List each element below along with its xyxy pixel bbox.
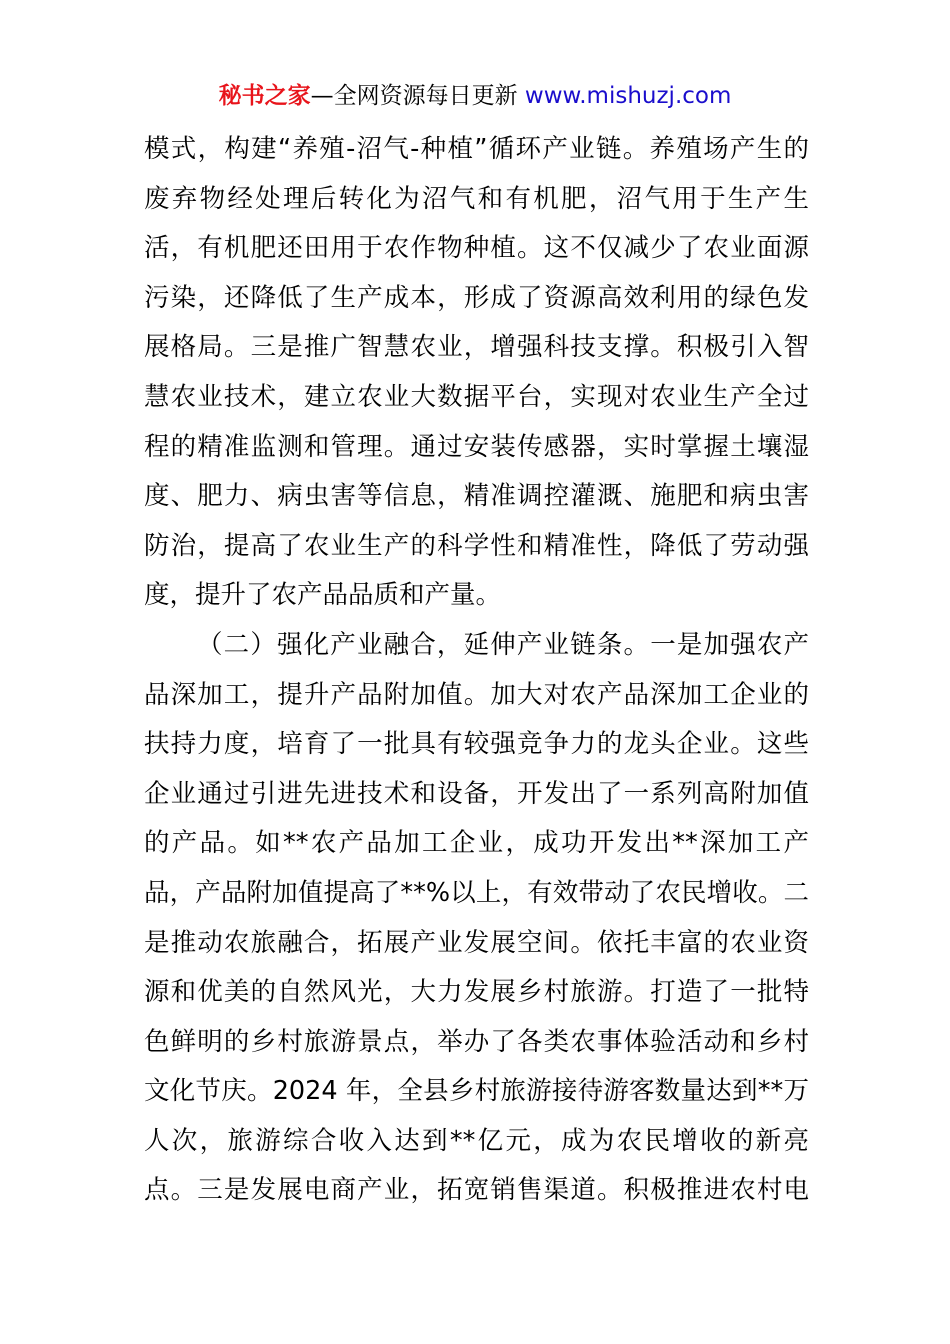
text-line: 品，产品附加值提高了**%以上，有效带动了农民增收。二 [144, 877, 809, 908]
text-line: 点。三是发展电商产业，拓宽销售渠道。积极推进农村电 [144, 1175, 809, 1206]
site-tagline: —全网资源每日更新 [310, 83, 525, 109]
text-line: 防治，提高了农业生产的科学性和精准性，降低了劳动强 [144, 530, 809, 561]
paragraph-end-line: 度，提升了农产品品质和产量。 [144, 580, 502, 611]
text-line: 展格局。三是推广智慧农业，增强科技支撑。积极引入智 [144, 332, 809, 363]
text-line: 污染，还降低了生产成本，形成了资源高效利用的绿色发 [144, 282, 809, 313]
section-heading-line: （二）强化产业融合，延伸产业链条。一是加强农产 [197, 629, 809, 660]
text-line: 的产品。如**农产品加工企业，成功开发出**深加工产 [144, 828, 809, 859]
text-line: 慧农业技术，建立农业大数据平台，实现对农业生产全过 [144, 381, 809, 412]
site-url-link[interactable]: www.mishuzj.com [524, 83, 732, 109]
site-header [0, 80, 950, 112]
text-line: 废弃物经处理后转化为沼气和有机肥，沼气用于生产生 [144, 183, 809, 214]
document-body [144, 125, 809, 1216]
text-line: 模式，构建“养殖-沼气-种植”循环产业链。养殖场产生的 [144, 134, 809, 164]
text-line: 扶持力度，培育了一批具有较强竞争力的龙头企业。这些 [144, 729, 809, 760]
text-line: 色鲜明的乡村旅游景点，举办了各类农事体验活动和乡村 [144, 1026, 809, 1057]
text-line: 源和优美的自然风光，大力发展乡村旅游。打造了一批特 [144, 977, 809, 1008]
text-line: 活，有机肥还田用于农作物种植。这不仅减少了农业面源 [144, 233, 809, 264]
text-line: 是推动农旅融合，拓展产业发展空间。依托丰富的农业资 [144, 927, 809, 958]
text-line: 度、肥力、病虫害等信息，精准调控灌溉、施肥和病虫害 [144, 481, 809, 512]
text-line: 程的精准监测和管理。通过安装传感器，实时掌握土壤湿 [144, 431, 809, 462]
text-line: 品深加工，提升产品附加值。加大对农产品深加工企业的 [144, 679, 809, 710]
text-line: 企业通过引进先进技术和设备，开发出了一系列高附加值 [144, 778, 809, 809]
site-brand: 秘书之家 [218, 83, 311, 109]
text-line: 文化节庆。2024 年，全县乡村旅游接待游客数量达到**万 [144, 1076, 809, 1107]
text-line: 人次，旅游综合收入达到**亿元，成为农民增收的新亮 [144, 1125, 809, 1156]
